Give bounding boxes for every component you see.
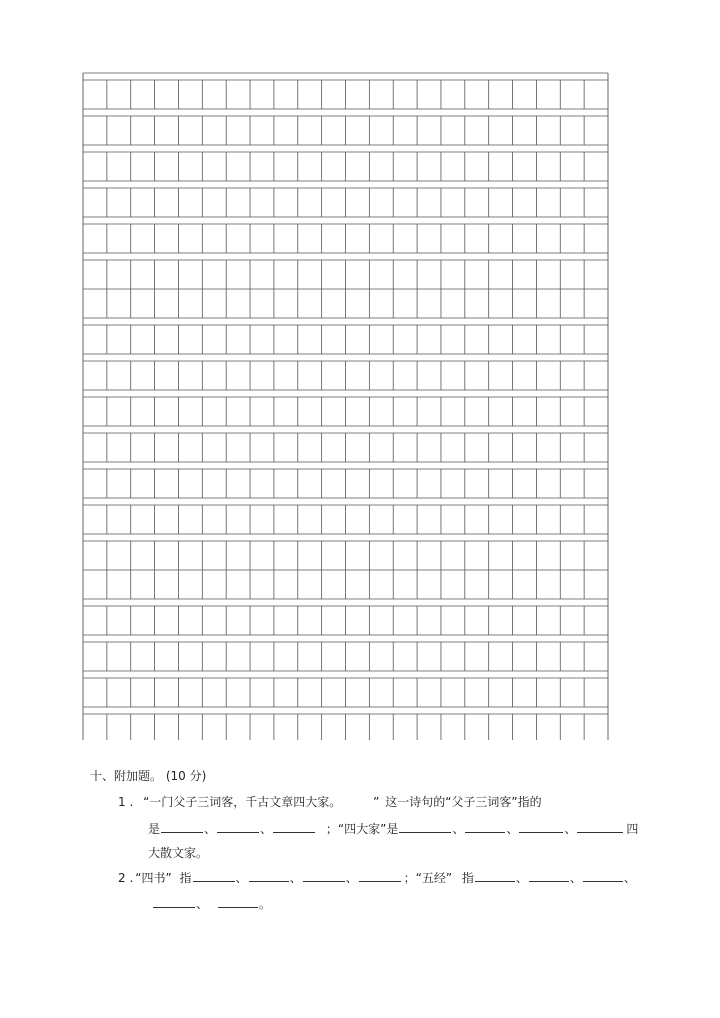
question-2-line-1 [118, 869, 636, 886]
semicolon: ； [403, 871, 416, 885]
line-end-word: 四 [626, 822, 639, 836]
answer-blank[interactable] [303, 869, 345, 882]
question-1-ending: 大散文家。 [148, 846, 209, 860]
separator: 、 [506, 822, 519, 836]
answer-blank[interactable] [577, 820, 623, 833]
answer-blank[interactable] [359, 869, 401, 882]
term-four-books: “四书” [135, 871, 172, 885]
separator: 、 [289, 871, 302, 885]
answer-blank[interactable] [153, 895, 195, 908]
answer-blank[interactable] [519, 820, 563, 833]
separator: 、 [345, 871, 358, 885]
question-2-line-2 [152, 895, 271, 912]
answer-blank[interactable] [529, 869, 569, 882]
answer-blank[interactable] [475, 869, 515, 882]
period: 。 [258, 897, 271, 911]
separator: 、 [260, 822, 273, 836]
separator: 、 [452, 822, 465, 836]
answer-blank[interactable] [399, 820, 451, 833]
section-title: 十、附加题。 [90, 769, 163, 783]
answer-blank[interactable] [193, 869, 235, 882]
question-1-line-1 [118, 794, 542, 810]
separator: 、 [235, 871, 248, 885]
answer-blank[interactable] [218, 895, 258, 908]
question-1-text: 这一诗句的“父子三词客”指的 [385, 795, 542, 809]
question-1-close-quote: ” [373, 795, 380, 809]
term-four-masters: “四大家”是 [337, 822, 399, 836]
question-1-quote: “一门父子三词客，千古文章四大家。 [143, 795, 342, 809]
question-1-line-3 [148, 845, 208, 861]
answer-blank[interactable] [249, 869, 289, 882]
term-five-classics: “五经” [415, 871, 453, 885]
question-2-number: 2 . [118, 871, 134, 885]
separator: 、 [204, 822, 217, 836]
separator: 、 [515, 871, 528, 885]
semicolon: ； [325, 822, 338, 836]
separator: 、 [196, 897, 209, 911]
separator: 、 [623, 871, 636, 885]
answer-blank[interactable] [465, 820, 505, 833]
section-heading [90, 768, 206, 784]
question-1-line-2 [148, 820, 638, 837]
answer-blank[interactable] [583, 869, 623, 882]
answer-blank[interactable] [217, 820, 259, 833]
line-start-label: 是 [148, 822, 161, 836]
answer-blank[interactable] [161, 820, 203, 833]
label-refers-to: 指 [179, 871, 192, 885]
separator: 、 [569, 871, 582, 885]
question-1-number: 1 . [118, 795, 134, 809]
answer-blank[interactable] [273, 820, 315, 833]
separator: 、 [564, 822, 577, 836]
label-refers-to: 指 [461, 871, 474, 885]
section-points: (10 分) [165, 769, 207, 783]
